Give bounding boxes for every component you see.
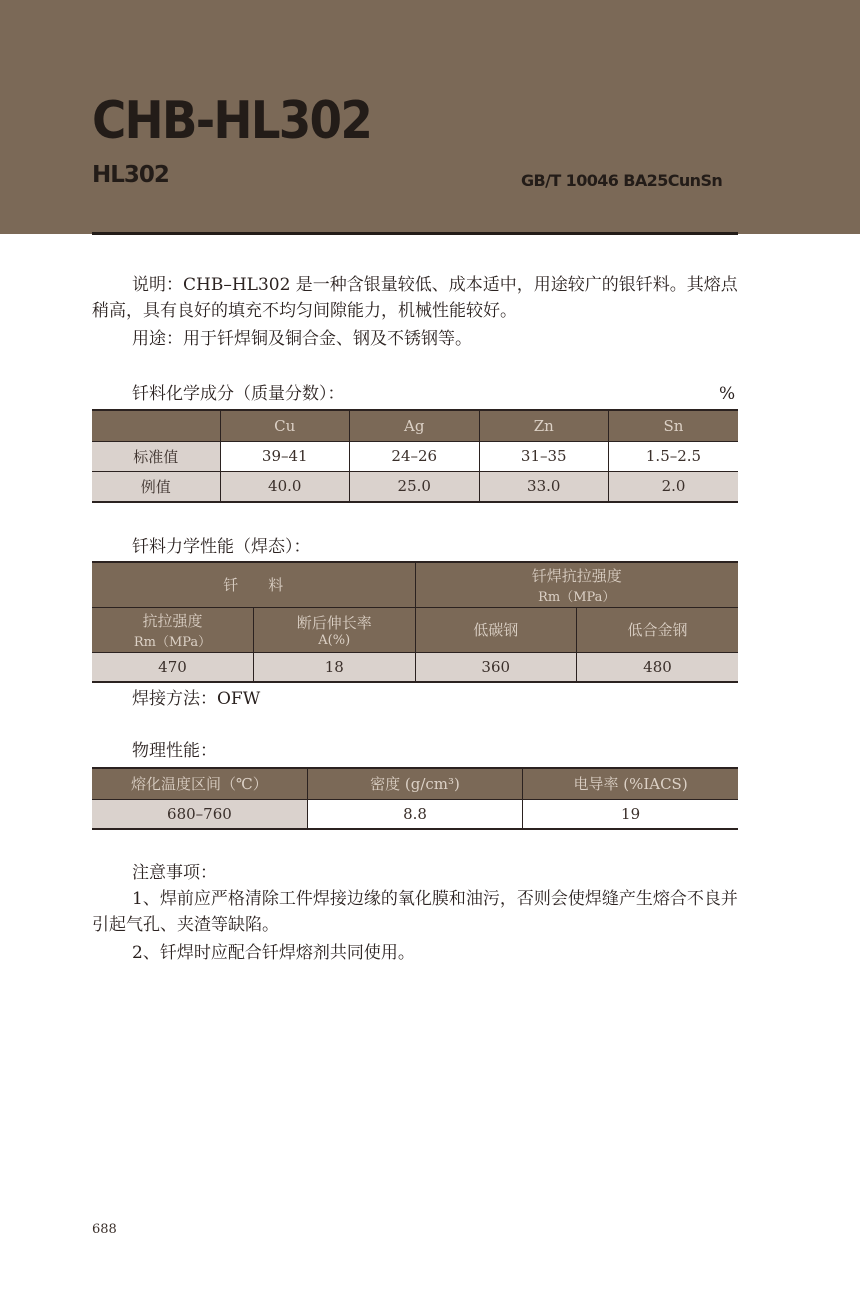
- header-rule: [92, 232, 738, 235]
- usage-text: 用于钎焊铜及铜合金、钢及不锈钢等。: [183, 329, 472, 349]
- mechanical-table: [92, 561, 738, 683]
- mechanical-cell: 480: [577, 652, 739, 682]
- brazed-strength-title: 钎焊抗拉强度: [531, 566, 622, 585]
- product-subtitle: HL302: [92, 162, 169, 188]
- usage-paragraph: [92, 326, 740, 352]
- mechanical-cell: 18: [254, 652, 416, 682]
- composition-heading: 钎料化学成分（质量分数）：: [132, 384, 345, 404]
- composition-column-header: Ag: [350, 410, 480, 441]
- elongation-header: [254, 607, 416, 652]
- mechanical-heading: 钎料力学性能（焊态）：: [132, 537, 311, 557]
- physical-table: [92, 767, 738, 830]
- brazed-strength-unit: Rm（MPa）: [538, 589, 616, 605]
- conductivity-header: 电导率 (%IACS): [523, 768, 738, 799]
- composition-cell: 33.0: [479, 471, 609, 502]
- composition-corner-cell: [92, 410, 220, 441]
- composition-row-label: 例值: [92, 471, 220, 502]
- mechanical-cell: 360: [415, 652, 577, 682]
- melting-range-header: 熔化温度区间（℃）: [92, 768, 307, 799]
- product-title: CHB-HL302: [92, 91, 372, 151]
- note-item-1: 1、焊前应严格清除工件焊接边缘的氧化膜和油污，否则会使焊缝产生熔合不良并引起气孔、夹渣等缺陷。: [92, 889, 738, 935]
- physical-cell: 8.8: [307, 799, 522, 829]
- notes-heading: 注意事项：: [132, 863, 217, 883]
- physical-value-row: [92, 799, 738, 829]
- tensile-strength-header: [92, 607, 254, 652]
- low-alloy-steel-header: 低合金钢: [577, 607, 739, 652]
- welding-method: [132, 687, 260, 711]
- page-number: 688: [92, 1222, 117, 1237]
- mechanical-value-row: [92, 652, 738, 682]
- composition-column-header: Cu: [220, 410, 350, 441]
- description-text: CHB–HL302 是一种含银量较低、成本适中，用途较广的银钎料。其熔点稍高，具有良好的填充不均匀间隙能力，机械性能较好。: [92, 275, 738, 321]
- brazed-strength-group-header: [415, 562, 738, 607]
- composition-column-header: Zn: [479, 410, 609, 441]
- density-header: 密度 (g/cm³): [307, 768, 522, 799]
- composition-cell: 1.5–2.5: [609, 441, 739, 471]
- physical-header-row: [92, 768, 738, 799]
- filler-metal-group-header: 钎 料: [92, 562, 415, 607]
- composition-cell: 24–26: [350, 441, 480, 471]
- description-label: 说明：: [132, 275, 183, 295]
- physical-heading: 物理性能：: [132, 741, 217, 761]
- description-paragraph: [92, 272, 740, 324]
- elongation-unit: A(%): [318, 632, 351, 648]
- physical-cell: 19: [523, 799, 738, 829]
- composition-row-standard: [92, 441, 738, 471]
- composition-column-header: Sn: [609, 410, 739, 441]
- mechanical-subheader-row: [92, 607, 738, 652]
- low-carbon-steel-header: 低碳钢: [415, 607, 577, 652]
- usage-label: 用途：: [132, 329, 183, 349]
- composition-cell: 2.0: [609, 471, 739, 502]
- composition-cell: 39–41: [220, 441, 350, 471]
- header-band: [0, 0, 860, 234]
- composition-cell: 25.0: [350, 471, 480, 502]
- welding-method-label: 焊接方法：: [132, 689, 217, 709]
- standard-code: GB/T 10046 BA25CunSn: [521, 171, 723, 190]
- tensile-strength-title: 抗拉强度: [142, 611, 203, 630]
- elongation-title: 断后伸长率: [296, 613, 372, 632]
- composition-row-label: 标准值: [92, 441, 220, 471]
- tensile-strength-unit: Rm（MPa）: [133, 634, 212, 650]
- note-item-2: 2、钎焊时应配合钎焊熔剂共同使用。: [132, 943, 415, 963]
- welding-method-value: OFW: [217, 689, 261, 709]
- composition-header-row: [92, 410, 738, 441]
- physical-cell: 680–760: [92, 799, 307, 829]
- composition-cell: 31–35: [479, 441, 609, 471]
- composition-table: [92, 409, 738, 503]
- mechanical-cell: 470: [92, 652, 254, 682]
- composition-row-example: [92, 471, 738, 502]
- mechanical-group-row: [92, 562, 738, 607]
- composition-cell: 40.0: [220, 471, 350, 502]
- composition-unit: %: [719, 384, 736, 404]
